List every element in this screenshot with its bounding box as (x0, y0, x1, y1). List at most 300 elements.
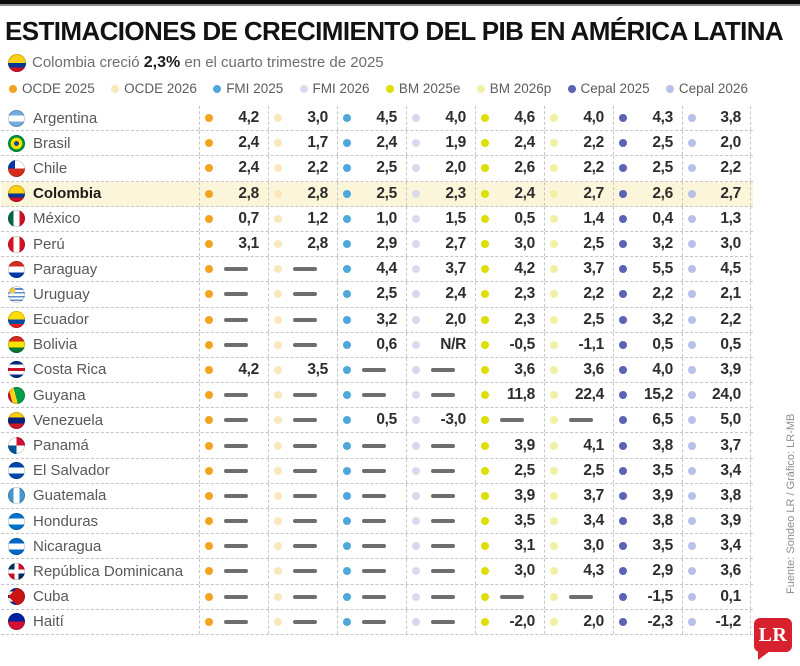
value-text: 2,0 (720, 134, 741, 152)
no-data-dash (213, 469, 259, 473)
value-cell (406, 308, 475, 332)
value-cell (268, 333, 337, 357)
value-cell (682, 433, 751, 457)
country-cell (1, 261, 199, 278)
value-text: 2,5 (652, 134, 673, 152)
value-text: 2,8 (307, 184, 328, 202)
value-text: 4,3 (652, 109, 673, 127)
no-data-dash (282, 519, 328, 523)
value-cell (475, 559, 544, 583)
series-dot-icon (666, 85, 674, 93)
series-dot-icon (481, 517, 489, 525)
value-text: 3,8 (652, 436, 673, 454)
subtitle-highlight: 2,3% (143, 54, 181, 71)
series-dot-icon (619, 567, 627, 575)
series-dot-icon (568, 85, 576, 93)
value-text: 0,5 (514, 209, 535, 227)
value-text: 3,6 (720, 562, 741, 580)
value-text: 3,0 (583, 537, 604, 555)
series-dot-icon (205, 442, 213, 450)
series-dot-icon (205, 215, 213, 223)
series-dot-icon (550, 391, 558, 399)
series-dot-icon (343, 215, 351, 223)
value-cell (199, 308, 268, 332)
value-text: 0,5 (652, 335, 673, 353)
value-cell (544, 358, 613, 382)
value-cell (268, 257, 337, 281)
value-text: 3,8 (720, 486, 741, 504)
value-text: 2,5 (514, 461, 535, 479)
value-cell (544, 383, 613, 407)
value-text: -1,1 (578, 335, 604, 353)
value-cell (682, 509, 751, 533)
series-dot-icon (205, 290, 213, 298)
value-text: 3,7 (445, 260, 466, 278)
value-cell (406, 257, 475, 281)
subtitle-text (32, 54, 384, 72)
value-text: 3,8 (652, 512, 673, 530)
value-cell (682, 408, 751, 432)
series-dot-icon (481, 593, 489, 601)
series-dot-icon (481, 567, 489, 575)
series-dot-icon (343, 114, 351, 122)
value-text: 2,7 (720, 184, 741, 202)
series-dot-icon (111, 85, 119, 93)
value-cell (613, 383, 682, 407)
guatemala-flag-icon (8, 487, 25, 504)
value-text: 3,7 (583, 260, 604, 278)
colombia-flag-icon (8, 54, 26, 72)
series-dot-icon (688, 265, 696, 273)
value-cell (337, 232, 406, 256)
value-cell (682, 106, 751, 130)
series-dot-icon (274, 265, 282, 273)
value-text: 2,7 (445, 235, 466, 253)
subtitle-prefix: Colombia creció (32, 54, 144, 71)
country-cell (1, 487, 199, 504)
legend-label: BM 2026p (489, 81, 552, 96)
value-text: 2,5 (583, 235, 604, 253)
series-dot-icon (205, 492, 213, 500)
series-dot-icon (205, 542, 213, 550)
table-row (1, 559, 753, 584)
series-dot-icon (619, 366, 627, 374)
value-cell (613, 207, 682, 231)
series-dot-icon (205, 517, 213, 525)
value-text: 0,1 (720, 587, 741, 605)
series-dot-icon (412, 114, 420, 122)
no-data-dash (420, 469, 466, 473)
series-dot-icon (274, 366, 282, 374)
legend (0, 81, 800, 96)
panama-flag-icon (8, 437, 25, 454)
no-data-dash (213, 292, 259, 296)
series-dot-icon (205, 240, 213, 248)
value-cell (337, 534, 406, 558)
country-name: Venezuela (33, 411, 104, 429)
series-dot-icon (412, 215, 420, 223)
no-data-dash (420, 519, 466, 523)
value-cell (475, 585, 544, 609)
country-cell (1, 462, 199, 479)
table-row (1, 207, 753, 232)
legend-item (300, 81, 370, 96)
value-cell (268, 232, 337, 256)
value-cell (613, 459, 682, 483)
series-dot-icon (274, 442, 282, 450)
value-cell (682, 333, 751, 357)
series-dot-icon (619, 416, 627, 424)
series-dot-icon (688, 215, 696, 223)
series-dot-icon (412, 517, 420, 525)
value-cell (613, 408, 682, 432)
value-text: 3,9 (720, 360, 741, 378)
value-cell (406, 559, 475, 583)
no-data-dash (213, 569, 259, 573)
no-data-dash (282, 393, 328, 397)
value-text: 4,6 (514, 109, 535, 127)
value-cell (475, 106, 544, 130)
value-cell (475, 156, 544, 180)
value-text: 1,7 (307, 134, 328, 152)
value-cell (406, 408, 475, 432)
value-cell (199, 408, 268, 432)
value-cell (475, 358, 544, 382)
series-dot-icon (619, 215, 627, 223)
series-dot-icon (481, 240, 489, 248)
no-data-dash (558, 595, 604, 599)
value-cell (613, 182, 682, 206)
series-dot-icon (205, 114, 213, 122)
value-cell (406, 156, 475, 180)
subtitle-suffix: en el cuarto trimestre de 2025 (180, 54, 384, 71)
no-data-dash (351, 444, 397, 448)
series-dot-icon (481, 341, 489, 349)
table-row (1, 509, 753, 534)
country-name: Costa Rica (33, 361, 107, 379)
series-dot-icon (550, 114, 558, 122)
no-data-dash (420, 620, 466, 624)
no-data-dash (351, 595, 397, 599)
legend-label: FMI 2025 (226, 81, 284, 96)
honduras-flag-icon (8, 513, 25, 530)
value-cell (268, 131, 337, 155)
peru-flag-icon (8, 236, 25, 253)
value-text: 3,2 (652, 235, 673, 253)
value-text: 2,5 (376, 159, 397, 177)
value-cell (337, 433, 406, 457)
value-cell (199, 610, 268, 634)
no-data-dash (489, 595, 535, 599)
value-cell (337, 207, 406, 231)
series-dot-icon (481, 391, 489, 399)
series-dot-icon (619, 593, 627, 601)
value-cell (406, 207, 475, 231)
series-dot-icon (619, 517, 627, 525)
value-cell (475, 131, 544, 155)
value-text: 2,3 (514, 310, 535, 328)
table-row (1, 459, 753, 484)
no-data-dash (351, 519, 397, 523)
series-dot-icon (688, 593, 696, 601)
country-name: Cuba (33, 588, 69, 606)
country-name: Nicaragua (33, 537, 102, 555)
value-cell (682, 585, 751, 609)
table-row (1, 106, 753, 131)
value-cell (268, 383, 337, 407)
series-dot-icon (412, 618, 420, 626)
series-dot-icon (343, 341, 351, 349)
series-dot-icon (619, 265, 627, 273)
country-cell (1, 437, 199, 454)
value-text: 2,2 (720, 310, 741, 328)
value-text: 3,4 (720, 461, 741, 479)
value-text: -1,5 (647, 587, 673, 605)
value-cell (613, 282, 682, 306)
series-dot-icon (481, 316, 489, 324)
country-name: Honduras (33, 512, 99, 530)
value-cell (475, 257, 544, 281)
series-dot-icon (412, 391, 420, 399)
value-text: 2,5 (376, 285, 397, 303)
value-text: 2,0 (445, 159, 466, 177)
value-cell (613, 534, 682, 558)
series-dot-icon (412, 290, 420, 298)
value-cell (268, 156, 337, 180)
series-dot-icon (274, 316, 282, 324)
value-text: 2,6 (514, 159, 535, 177)
series-dot-icon (481, 492, 489, 500)
value-cell (682, 484, 751, 508)
country-name: Chile (33, 159, 68, 177)
country-cell (1, 110, 199, 127)
value-cell (544, 182, 613, 206)
value-cell (337, 459, 406, 483)
series-dot-icon (688, 341, 696, 349)
value-text: 4,3 (583, 562, 604, 580)
value-text: 3,1 (238, 235, 259, 253)
series-dot-icon (412, 265, 420, 273)
value-cell (544, 131, 613, 155)
series-dot-icon (274, 567, 282, 575)
value-text: 11,8 (506, 386, 535, 404)
value-cell (682, 156, 751, 180)
series-dot-icon (274, 114, 282, 122)
series-dot-icon (688, 190, 696, 198)
no-data-dash (489, 418, 535, 422)
value-cell (406, 610, 475, 634)
value-cell (613, 156, 682, 180)
country-cell (1, 361, 199, 378)
value-cell (475, 534, 544, 558)
series-dot-icon (481, 442, 489, 450)
value-cell (475, 232, 544, 256)
country-cell (1, 286, 199, 303)
no-data-dash (282, 569, 328, 573)
country-name: República Dominicana (33, 562, 184, 580)
country-cell (1, 563, 199, 580)
series-dot-icon (343, 139, 351, 147)
country-cell (1, 513, 199, 530)
value-text: 4,2 (238, 109, 259, 127)
no-data-dash (213, 620, 259, 624)
series-dot-icon (619, 114, 627, 122)
series-dot-icon (619, 492, 627, 500)
country-name: Panamá (33, 437, 89, 455)
series-dot-icon (550, 139, 558, 147)
value-cell (337, 182, 406, 206)
series-dot-icon (688, 467, 696, 475)
value-cell (406, 358, 475, 382)
value-text: 2,2 (583, 285, 604, 303)
value-text: 3,2 (652, 310, 673, 328)
country-cell (1, 336, 199, 353)
series-dot-icon (481, 542, 489, 550)
series-dot-icon (412, 567, 420, 575)
country-name: Argentina (33, 109, 98, 127)
series-dot-icon (412, 164, 420, 172)
series-dot-icon (205, 416, 213, 424)
series-dot-icon (619, 618, 627, 626)
source-note: Fuente: Sondeo LR / Gráfico: LR-MB (785, 413, 797, 594)
series-dot-icon (412, 190, 420, 198)
value-cell (475, 282, 544, 306)
series-dot-icon (274, 618, 282, 626)
table-row (1, 484, 753, 509)
series-dot-icon (205, 265, 213, 273)
value-cell (682, 559, 751, 583)
series-dot-icon (481, 139, 489, 147)
series-dot-icon (688, 366, 696, 374)
value-text: 3,8 (720, 109, 741, 127)
value-cell (337, 131, 406, 155)
value-text: 2,2 (583, 159, 604, 177)
series-dot-icon (550, 618, 558, 626)
value-cell (544, 585, 613, 609)
series-dot-icon (274, 290, 282, 298)
value-cell (613, 509, 682, 533)
value-text: -0,5 (509, 335, 535, 353)
value-cell (544, 207, 613, 231)
table-row (1, 358, 753, 383)
value-cell (268, 534, 337, 558)
series-dot-icon (550, 492, 558, 500)
no-data-dash (351, 393, 397, 397)
value-text: 3,0 (514, 562, 535, 580)
value-cell (544, 333, 613, 357)
value-cell (406, 232, 475, 256)
value-text: 0,4 (652, 209, 673, 227)
series-dot-icon (412, 542, 420, 550)
value-text: 4,0 (583, 109, 604, 127)
value-cell (406, 484, 475, 508)
country-name: Paraguay (33, 260, 98, 278)
series-dot-icon (481, 190, 489, 198)
country-cell (1, 538, 199, 555)
series-dot-icon (205, 139, 213, 147)
value-cell (406, 509, 475, 533)
value-text: 3,7 (720, 436, 741, 454)
value-cell (682, 282, 751, 306)
value-cell (544, 232, 613, 256)
value-text: 1,0 (376, 209, 397, 227)
legend-item (213, 81, 283, 96)
repdominicana-flag-icon (8, 563, 25, 580)
series-dot-icon (412, 316, 420, 324)
series-dot-icon (274, 139, 282, 147)
value-cell (406, 383, 475, 407)
legend-label: FMI 2026 (312, 81, 370, 96)
value-text: 2,4 (445, 285, 466, 303)
value-cell (406, 131, 475, 155)
value-cell (475, 433, 544, 457)
series-dot-icon (550, 341, 558, 349)
series-dot-icon (343, 567, 351, 575)
legend-item (666, 81, 748, 96)
series-dot-icon (550, 290, 558, 298)
series-dot-icon (550, 416, 558, 424)
value-cell (544, 308, 613, 332)
series-dot-icon (274, 190, 282, 198)
legend-label: OCDE 2025 (22, 81, 95, 96)
country-name: Guyana (33, 386, 86, 404)
value-cell (613, 484, 682, 508)
value-text: 2,5 (376, 184, 397, 202)
value-cell (475, 207, 544, 231)
value-cell (337, 308, 406, 332)
series-dot-icon (343, 492, 351, 500)
no-data-dash (351, 544, 397, 548)
value-cell (337, 585, 406, 609)
series-dot-icon (550, 467, 558, 475)
value-cell (268, 484, 337, 508)
country-name: Uruguay (33, 285, 90, 303)
value-cell (199, 383, 268, 407)
value-text: 15,2 (644, 386, 673, 404)
value-text: 4,5 (376, 109, 397, 127)
legend-label: OCDE 2026 (124, 81, 197, 96)
series-dot-icon (619, 341, 627, 349)
value-text: 2,5 (583, 461, 604, 479)
value-text: 3,9 (514, 486, 535, 504)
value-text: 2,8 (307, 235, 328, 253)
value-text: 3,4 (720, 537, 741, 555)
value-cell (199, 559, 268, 583)
value-text: 3,0 (514, 235, 535, 253)
chile-flag-icon (8, 160, 25, 177)
value-cell (544, 282, 613, 306)
series-dot-icon (481, 265, 489, 273)
series-dot-icon (619, 164, 627, 172)
value-cell (268, 308, 337, 332)
value-text: 24,0 (712, 386, 741, 404)
table-row (1, 585, 753, 610)
series-dot-icon (477, 85, 485, 93)
value-text: 4,0 (652, 360, 673, 378)
series-dot-icon (481, 618, 489, 626)
value-cell (613, 433, 682, 457)
value-cell (199, 484, 268, 508)
series-dot-icon (213, 85, 221, 93)
value-cell (199, 585, 268, 609)
legend-label: Cepal 2025 (580, 81, 650, 96)
table-row (1, 383, 753, 408)
no-data-dash (213, 595, 259, 599)
venezuela-flag-icon (8, 412, 25, 429)
series-dot-icon (550, 567, 558, 575)
value-text: 3,1 (514, 537, 535, 555)
no-data-dash (420, 368, 466, 372)
